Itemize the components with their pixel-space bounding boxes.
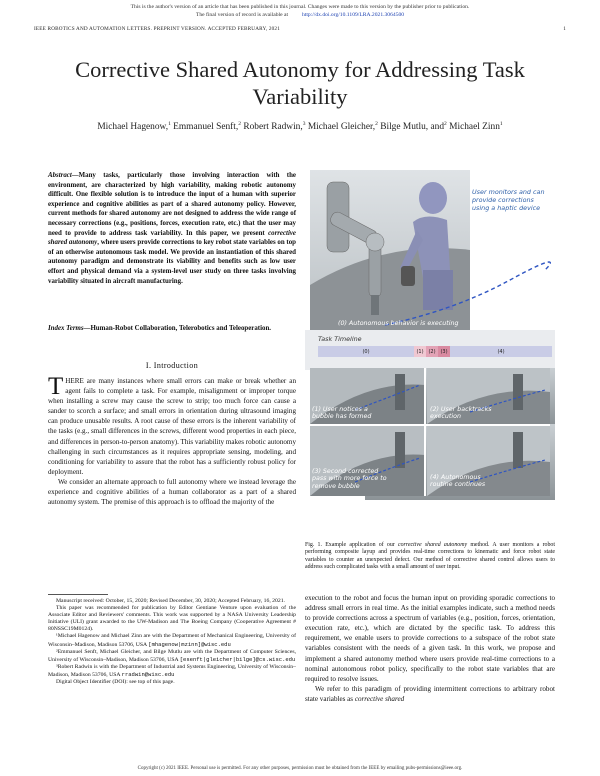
abstract-lead: Abstract xyxy=(48,172,72,179)
footnote: ³Robert Radwin is with the Department of Industrial and Systems Engineering, University of Wisconsin–Madison, Madison 53706, USA rradwin@wisc.edu xyxy=(48,663,296,678)
panel-3-label: (3) Second corrected pass with more force to remove bubble xyxy=(312,468,387,490)
email[interactable]: [mhagenow|mzinn]@wisc.edu xyxy=(148,640,231,648)
timeline-title: Task Timeline xyxy=(318,335,362,343)
figure-caption: Fig. 1. Example application of our corrective shared autonomy method. A user monitors a robot performing composite layup and provides real-time corrections to kinematic and force robot state variables to counter an unexpected defect. Our method of corrective shared control allows users to address such complicated tasks with a small amount of user input. xyxy=(305,542,555,570)
index-terms-lead: Index Terms xyxy=(48,325,84,332)
version-notice xyxy=(0,12,600,19)
right-column-body xyxy=(305,593,555,704)
intro-paragraph xyxy=(48,373,296,477)
timeline-segment: (3) xyxy=(438,346,450,357)
page-number: 1 xyxy=(563,26,566,32)
timeline-segment: (4) xyxy=(450,346,552,357)
author: Michael Zinn$^1$ xyxy=(449,121,503,133)
paper-title: Corrective Shared Autonomy for Addressing Task Variability xyxy=(75,57,525,109)
abstract-emphasis: corrective shared autonomy xyxy=(48,229,296,247)
footnote: Manuscript received: October, 15, 2020; Revised December, 30, 2020; Accepted February, 16, 2021. xyxy=(56,598,285,604)
email[interactable]: [esenft|gleicher|bilge]@cs.wisc.edu xyxy=(179,655,296,663)
copyright-footer: Copyright (c) 2021 IEEE. Personal use is permitted. For any other purposes, permission must be obtained from the IEEE by emailing pubs-permissions@ieee.org. xyxy=(137,766,463,771)
panel-4-label: (4) Autonomous routine continues xyxy=(430,474,486,489)
email[interactable]: rradwin@wisc.edu xyxy=(121,670,175,678)
abstract-text: —Many tasks, particularly those involving interaction with the environment, are characterized by high variability, making robotic autonomy difficult. One flexible solution is to introduce the input of a human with superior experience and cognitive abilities as part of a shared autonomy policy. However, current methods for shared autonomy are not designed to address the wide range of necessary corrections (e.g., positions, forces, execution rate, etc.) that the user may need to provide to address task variability. In this paper, we present xyxy=(48,172,296,237)
body-paragraph: We refer to this paradigm of providing intermittent corrections to arbitrary robot state variables as corrective shared xyxy=(305,684,555,703)
footnote: ²Emmanuel Senft, Michael Gleicher, and Bilge Mutlu are with the Department of Computer Sciences, University of Wisconsin–Madison, Madison 53706, USA [esenft|gleicher|bilge]@cs.wisc.edu xyxy=(48,648,296,663)
author: Robert Radwin,$^3$ xyxy=(243,121,306,133)
surface-right xyxy=(470,260,555,332)
footnotes xyxy=(48,598,296,686)
abstract xyxy=(48,171,296,286)
running-head xyxy=(34,26,566,32)
panel-2-label: (2) User backtracks execution xyxy=(430,406,492,421)
abstract-text-cont: , where users provide corrections to key robot state variables on top of an otherwise autonomous task model. We provide an instantiation of this shared autonomy paradigm and demonstrate its viability and benefits such as low user effort and physical demand via a system-level user study on three tasks involving variability situated in aircraft manufacturing. xyxy=(48,239,296,285)
doi-link[interactable]: http://dx.doi.org/10.1109/LRA.2021.3064500 xyxy=(302,12,405,18)
introduction-body xyxy=(48,373,296,507)
author: Michael Hagenow,$^1$ xyxy=(97,121,171,133)
timeline-segment: (2) xyxy=(426,346,438,357)
intro-paragraph-text: HERE are many instances where small errors can make or break whether an agent fails to complete a task. For example, misalignment or improper torque when installing a screw may cause the screw to strip; too much force can cause a sander to scorch a surface; and small errors in orientation during ultrasound imaging can produce unusable results. A root cause of these errors is the inherent variability of the tasks (e.g., small differences in the screws, different wood properties in each piece, and differences in person-to-person anatomy). This variability makes robotic autonomy challenging in such circumstances as it requires appropriate sensing, modeling, and conditioning for variability to assure that the robot has a sufficiently robust policy for deployment. xyxy=(48,377,296,476)
timeline-segment: (0) xyxy=(318,346,414,357)
publisher-notice: This is the author's version of an article that has been published in this journal. Changes were made to this version by the publisher prior to publication. xyxy=(130,4,470,10)
author: Bilge Mutlu, and$^2$ xyxy=(380,121,447,133)
section-heading: I. Introduction xyxy=(145,361,199,370)
footnote: ¹Michael Hagenow and Michael Zinn are with the Department of Mechanical Engineering, University of Wisconsin–Madison, Madison 53706, USA [mhagenow|mzinn]@wisc.edu xyxy=(48,633,296,648)
timeline-segment: (1) xyxy=(414,346,426,357)
author: Emmanuel Senft,$^2$ xyxy=(173,121,241,133)
caption-emphasis: corrective shared autonomy xyxy=(397,542,468,548)
version-notice-text: The final version of record is available at xyxy=(195,12,289,18)
footnote: Digital Object Identifier (DOI): see top of this page. xyxy=(56,679,175,686)
panel-1-label: (1) User notices a bubble has formed xyxy=(312,406,372,421)
drop-cap: T xyxy=(48,373,64,400)
running-head-text: IEEE ROBOTICS AND AUTOMATION LETTERS. PREPRINT VERSION. ACCEPTED FEBRUARY, 2021 xyxy=(34,26,280,32)
author: Michael Gleicher,$^2$ xyxy=(307,121,378,133)
user-monitor-label: User monitors and can provide corrections using a haptic device xyxy=(472,188,545,212)
body-paragraph: execution to the robot and focus the human input on providing sporadic corrections to address small errors in real time. As the initial examples indicate, such a method needs to provide corrections across a spectrum of variables (e.g., position, forces, orientation, execution rate, etc.), which are dictated by the specific task. To address this requirement, we enable users to provide corrections to a subspace of the robot state variables consistent with the needs of a given task. In this work, we propose and implement a shared autonomy method where users provide real-time corrections to a nominal autonomous robot policy, specifically to the robot state variables that are required to resolve issues. xyxy=(305,594,555,683)
footnote-rule xyxy=(48,594,108,595)
intro-paragraph: We consider an alternate approach to full autonomy where we instead leverage the experience and cognitive abilities of a human collaborator as a part of a shared autonomy system. The premise of this approach is to offload the majority of the xyxy=(48,477,296,507)
autonomous-label: (0) Autonomous behavior is executing xyxy=(338,320,459,327)
footnote: This paper was recommended for publication by Editor Gentiane Venture upon evaluation of the Associate Editor and Reviewers' comments. This work was supported by a NASA University Leadership Initiative (ULI) grant awarded to the UW-Madison and The Boeing Company (Cooperative Agreement # 80NSSC19M0124). xyxy=(48,605,296,633)
index-terms-text: —Human-Robot Collaboration, Telerobotics and Teleoperation. xyxy=(83,325,272,332)
author-list xyxy=(30,121,570,132)
index-terms xyxy=(48,324,296,334)
